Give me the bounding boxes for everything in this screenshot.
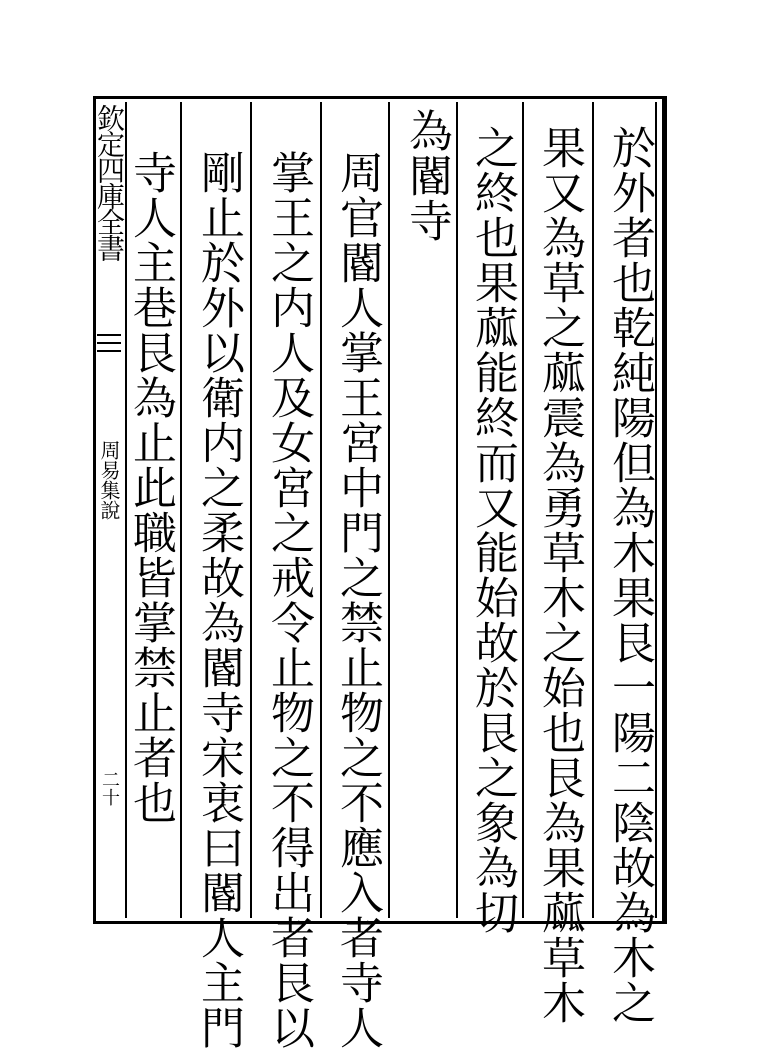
page-number: 二十 — [99, 770, 120, 806]
text-column-2: 果又為草之蓏震為勇草木之始也艮為果蓏草木 — [534, 125, 585, 1025]
column-rule — [250, 102, 252, 918]
section-heading: 為閽寺 — [401, 108, 452, 243]
volume-title: 周易集說 — [97, 440, 121, 520]
column-rule — [180, 102, 182, 918]
text-column-5: 周官閽人掌王宮中門之禁止物之不應入者寺人 — [332, 150, 383, 1050]
text-column-7: 剛止於外以衛内之柔故為閽寺宋衷曰閽人主門 — [193, 150, 244, 1050]
text-column-3: 之終也果蓏能終而又能始故於艮之象為切 — [467, 125, 518, 935]
column-rule — [522, 102, 524, 918]
text-column-6: 掌王之内人及女宮之戒令止物之不得出者艮以 — [263, 150, 314, 1050]
column-rule — [456, 102, 458, 918]
text-column-1: 於外者也乾純陽但為木果艮一陽二陰故為木之 — [604, 125, 655, 1025]
column-rule — [388, 102, 390, 918]
column-rule — [320, 102, 322, 918]
text-column-8: 寺人主巷艮為止此職皆掌禁止者也 — [125, 150, 176, 825]
book-title: 欽定四庫全書 — [93, 104, 126, 260]
column-rule — [592, 102, 594, 918]
